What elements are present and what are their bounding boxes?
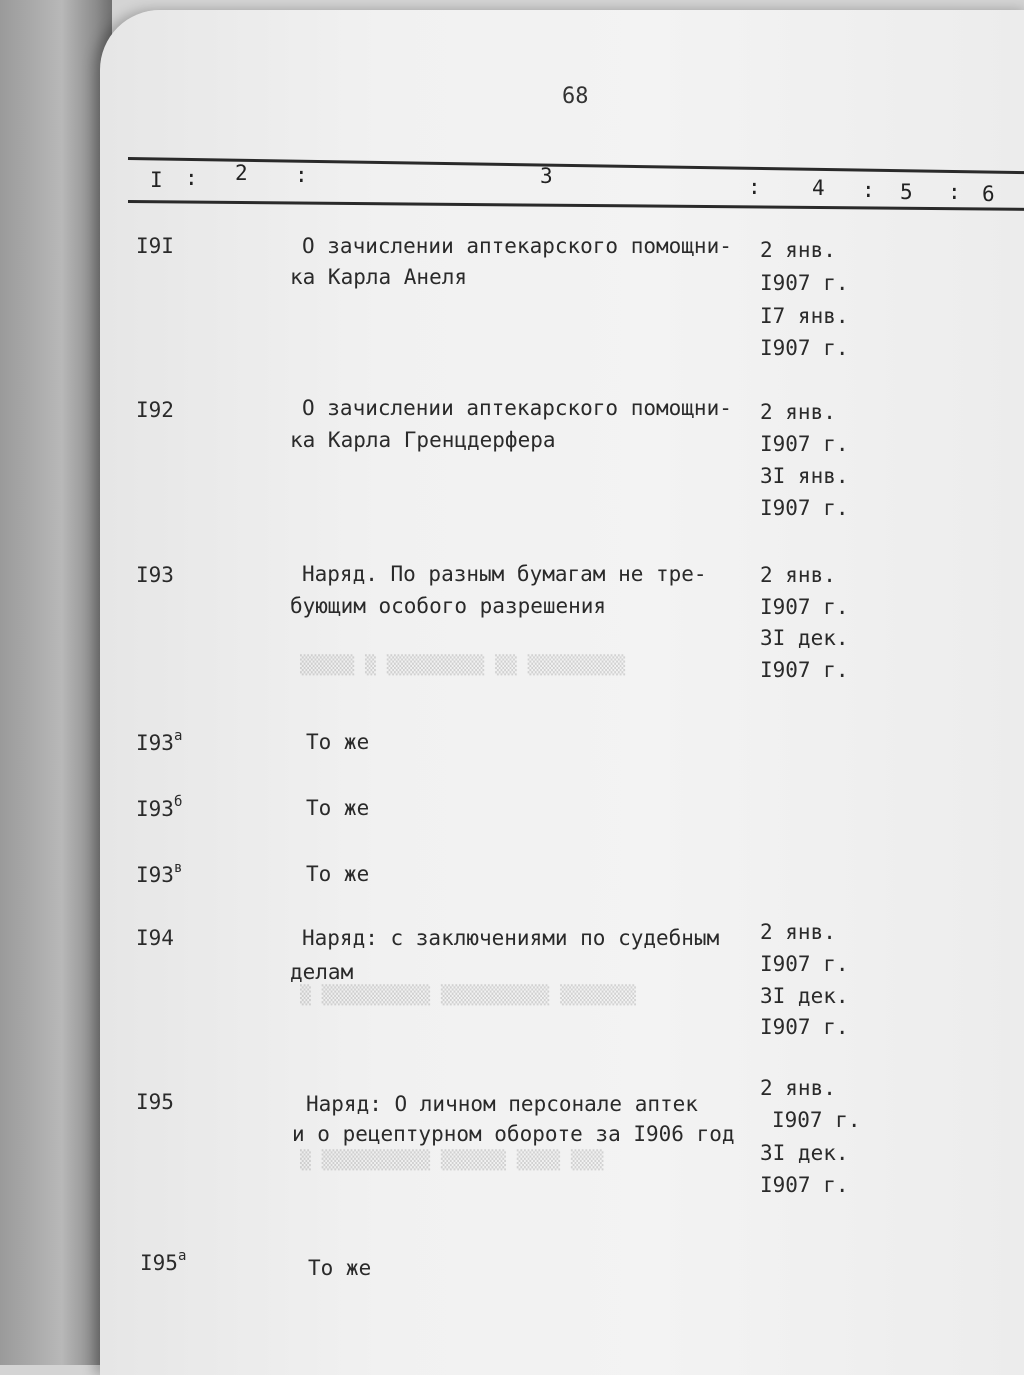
entry-title-line: ка Карла Анеля (290, 265, 468, 289)
entry-title-line: делам (290, 960, 354, 984)
entry-number: I92 (136, 398, 174, 422)
entry-date: I907 г. (760, 432, 849, 456)
entry-number: $I95^а$ (140, 1248, 187, 1275)
header-separator: : (295, 163, 308, 187)
entry-date: I907 г. (772, 1108, 861, 1132)
entry-title-line: О зачислении аптекарского помощни- (302, 396, 732, 420)
bleed-through: ▒▒▒▒▒ ▒ ▒▒▒▒▒▒▒▒▒ ▒▒ ▒▒▒▒▒▒▒▒▒ (300, 655, 626, 676)
entry-date: 3I дек. (760, 1141, 849, 1165)
entry-number: $I93^б$ (136, 794, 183, 821)
entry-date: I907 г. (760, 496, 849, 520)
header-col-5: 5 (900, 180, 913, 204)
entry-date: I907 г. (760, 1015, 849, 1039)
page-number: 68 (562, 84, 589, 109)
entry-title-line: То же (308, 1256, 372, 1280)
header-col-4: 4 (812, 176, 825, 200)
header-col-2: 2 (235, 161, 248, 185)
header-separator: : (748, 175, 761, 199)
entry-date: 3I дек. (760, 626, 849, 650)
header-col-6: 6 (982, 182, 995, 206)
bleed-through: ▒ ▒▒▒▒▒▒▒▒▒▒ ▒▒▒▒▒▒ ▒▒▒▒ ▒▒▒ (300, 1150, 604, 1171)
entry-date: I907 г. (760, 271, 849, 295)
entry-title-line: Наряд. По разным бумагам не тре- (302, 562, 707, 586)
entry-date: 2 янв. (760, 920, 836, 944)
header-separator: : (862, 178, 875, 202)
entry-date: 2 янв. (760, 1076, 836, 1100)
entry-date: I907 г. (760, 952, 849, 976)
entry-date: 2 янв. (760, 563, 836, 587)
entry-title-line: ка Карла Гренцдерфера (290, 428, 556, 452)
book-spine (0, 0, 112, 1365)
entry-number: I93 (136, 563, 174, 587)
entry-date: I907 г. (760, 658, 849, 682)
entry-date: I907 г. (760, 595, 849, 619)
entry-title-line: Наряд: О личном персонале аптек (306, 1092, 698, 1116)
entry-title-line: То же (306, 730, 370, 754)
entry-number: I94 (136, 926, 174, 950)
entry-date: 2 янв. (760, 238, 836, 262)
entry-date: I907 г. (760, 336, 849, 360)
bleed-through: ▒ ▒▒▒▒▒▒▒▒▒▒ ▒▒▒▒▒▒▒▒▒▒ ▒▒▒▒▒▒▒ (300, 985, 636, 1006)
entry-title-line: То же (306, 796, 370, 820)
entry-number: $I93^в$ (136, 860, 183, 887)
header-col-3: 3 (540, 164, 553, 188)
entry-number: I95 (136, 1090, 174, 1114)
entry-number: $I93^а$ (136, 728, 183, 755)
entry-title-line: и о рецептурном обороте за I906 год (292, 1122, 735, 1146)
entry-date: 3I дек. (760, 984, 849, 1008)
header-col-1: I (150, 168, 163, 192)
entry-date: I907 г. (760, 1173, 849, 1197)
header-separator: : (185, 166, 198, 190)
entry-date: I7 янв. (760, 304, 849, 328)
entry-date: 3I янв. (760, 464, 849, 488)
entry-title-line: бующим особого разрешения (290, 594, 607, 618)
entry-date: 2 янв. (760, 400, 836, 424)
entry-title-line: О зачислении аптекарского помощни- (302, 234, 732, 258)
entry-title-line: Наряд: с заключениями по судебным (302, 926, 720, 950)
header-separator: : (948, 180, 961, 204)
entry-title-line: То же (306, 862, 370, 886)
entry-number: I9I (136, 234, 174, 258)
